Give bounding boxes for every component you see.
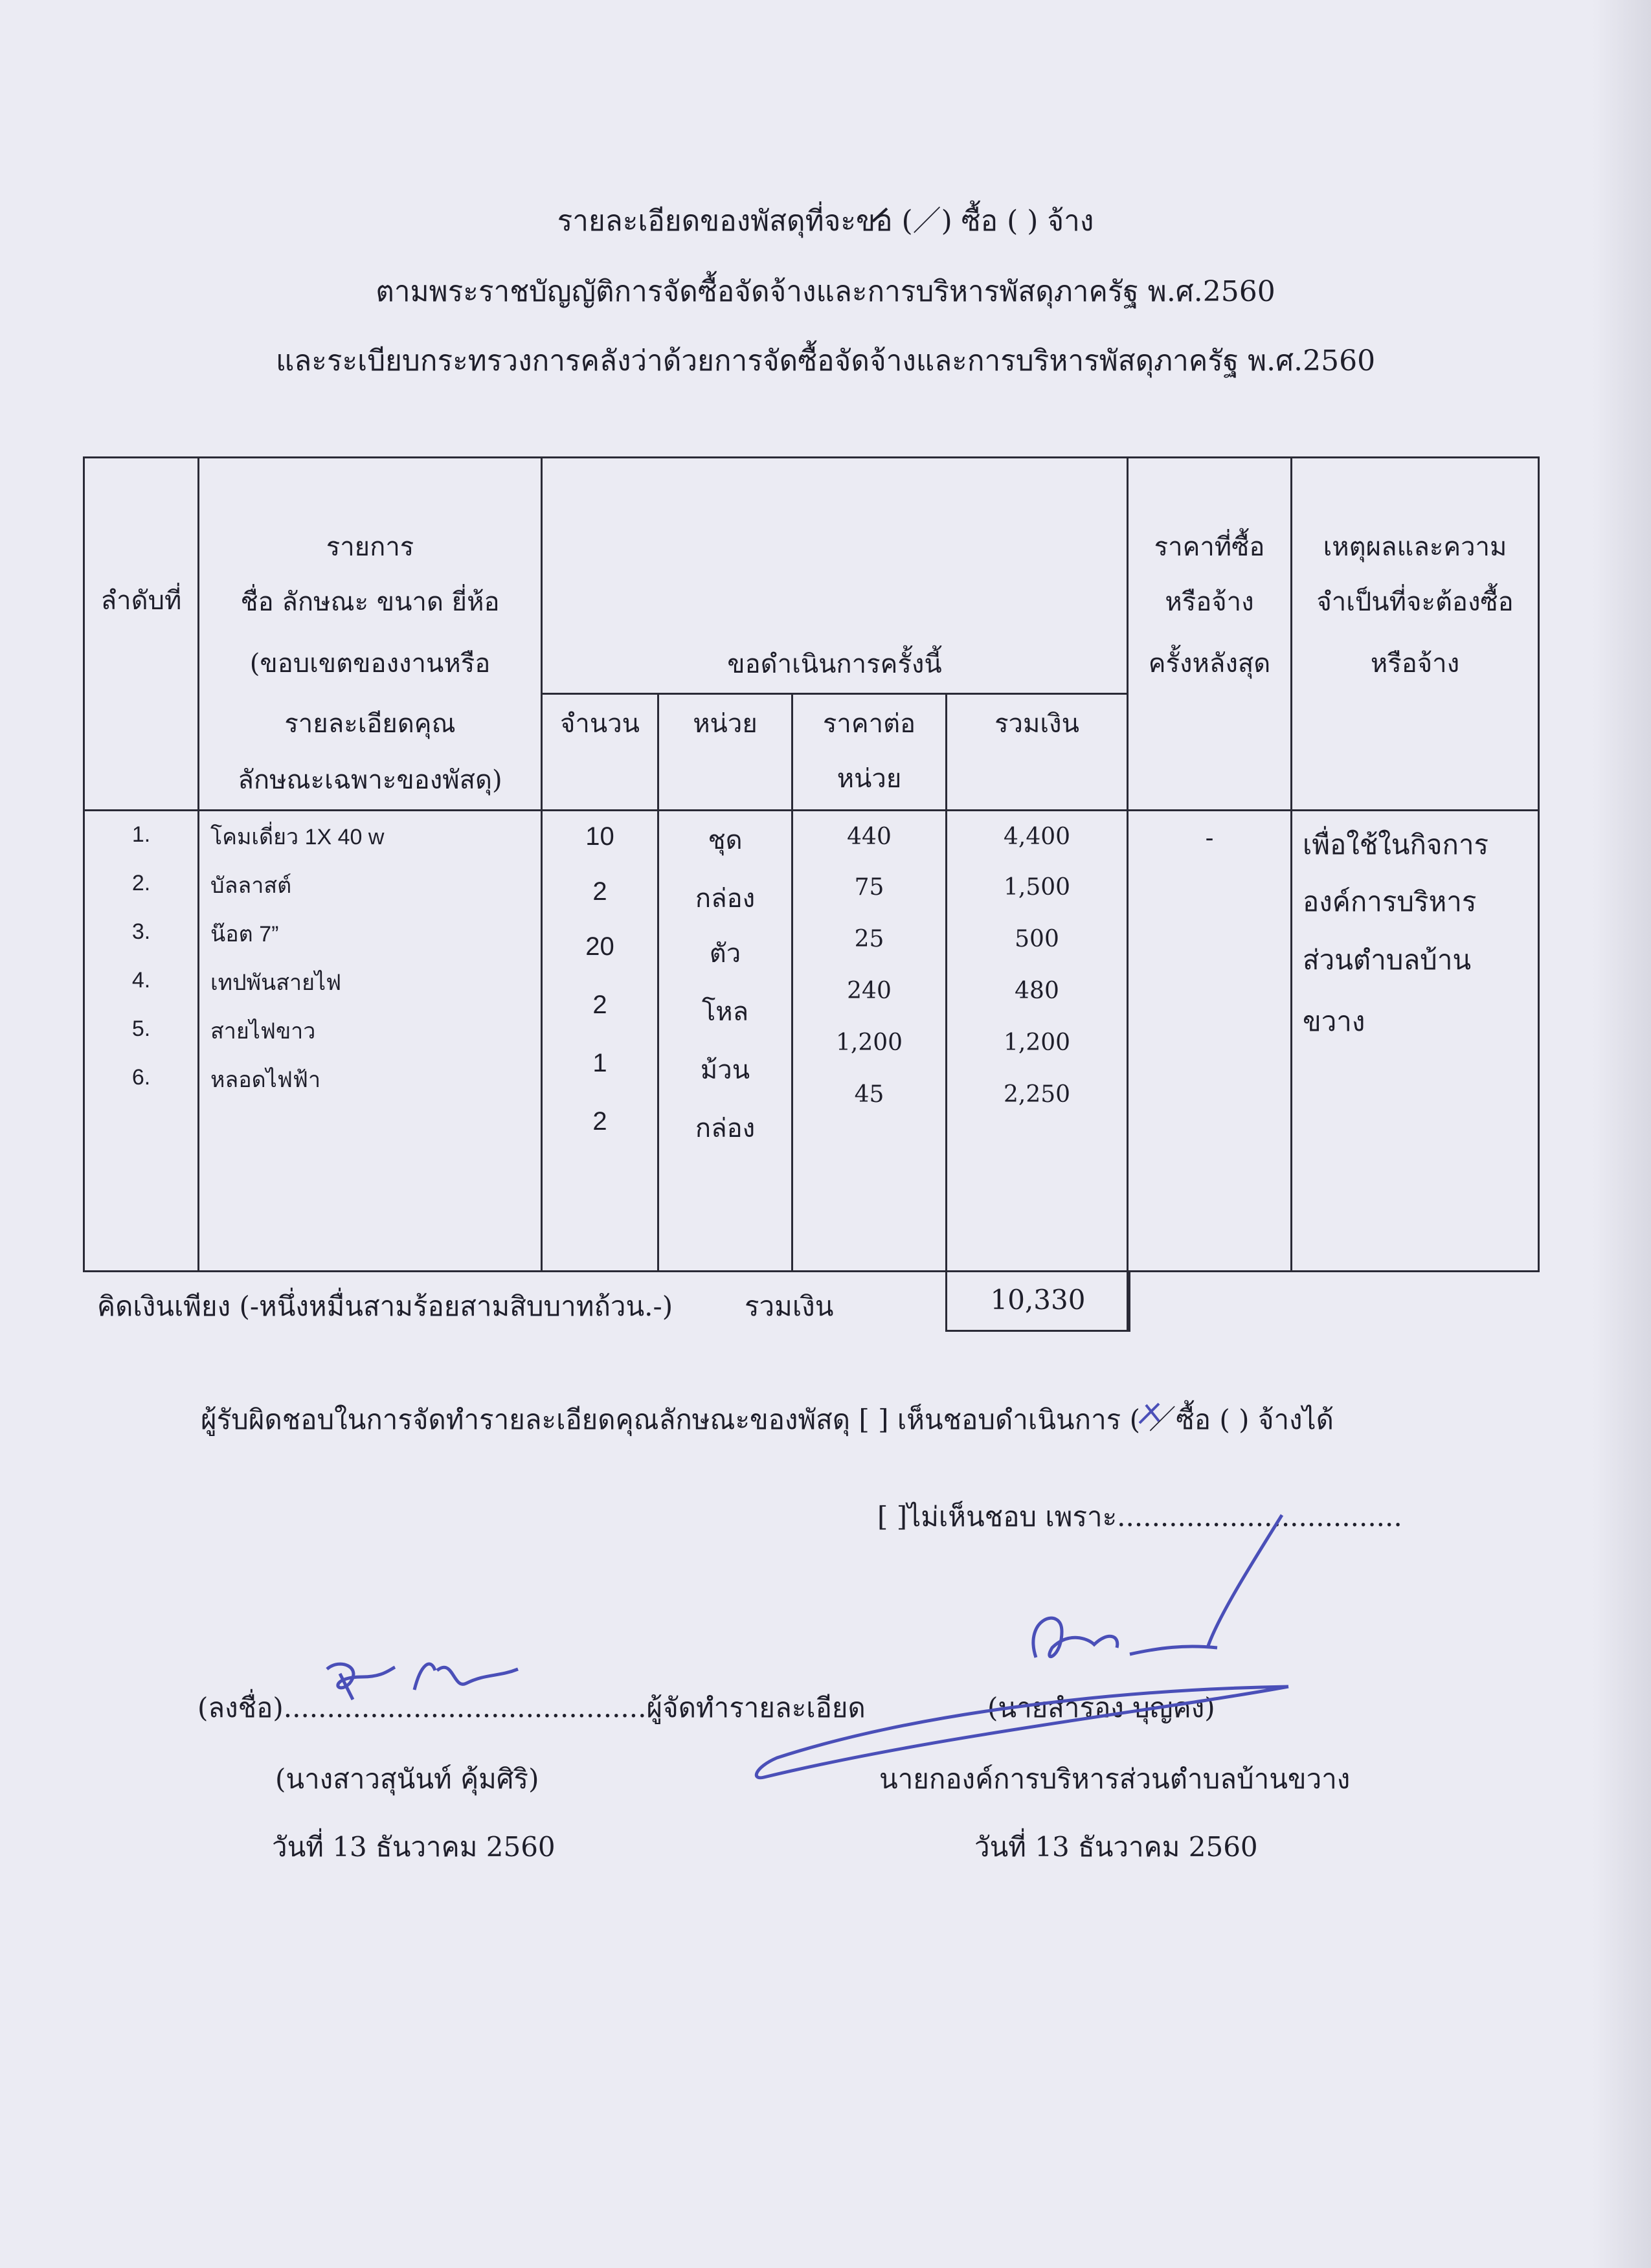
sum-value: 10,330 xyxy=(990,1284,1086,1316)
header-last-price-line: ครั้งหลังสุด xyxy=(1148,649,1271,679)
row-no: 6. xyxy=(131,1065,151,1090)
header-last-price-line: หรือจ้าง xyxy=(1165,587,1254,617)
header-qty: จำนวน xyxy=(559,709,640,739)
row-unit-price: 25 xyxy=(854,926,884,952)
row-total: 480 xyxy=(1015,978,1059,1004)
row-no: 1. xyxy=(131,822,151,847)
right-signer-date: วันที่ 13 ธันวาคม 2560 xyxy=(974,1831,1258,1863)
row-unit: โหล xyxy=(701,998,749,1026)
row-unit: ม้วน xyxy=(700,1056,750,1084)
reason-line: ส่วนตำบลบ้าน xyxy=(1303,944,1472,976)
row-qty: 2 xyxy=(592,991,607,1019)
row-qty: 10 xyxy=(585,822,614,851)
left-signature-line: (ลงชื่อ)..........................................ผู้จัดทำรายละเอียด xyxy=(197,1692,866,1723)
header-item-line: ชื่อ ลักษณะ ขนาด ยี่ห้อ xyxy=(240,587,500,617)
document-subtitle-regulation: และระเบียบกระทรวงการคลังว่าด้วยการจัดซื้อจัดจ้างและการบริหารพัสดุภาครัฐ พ.ศ.2560 xyxy=(275,344,1376,377)
amount-in-words: คิดเงินเพียง (-หนึ่งหมื่นสามร้อยสามสิบบาทถ้วน.-) xyxy=(97,1290,673,1322)
row-item: โคมเดี่ยว 1X 40 w xyxy=(210,825,385,849)
row-unit-price: 240 xyxy=(847,978,892,1004)
header-request-group: ขอดำเนินการครั้งนี้ xyxy=(727,649,942,679)
row-unit-price: 1,200 xyxy=(835,1029,903,1056)
row-item: สายไฟขาว xyxy=(210,1019,316,1044)
row-total: 500 xyxy=(1015,926,1059,952)
document-subtitle-act: ตามพระราชบัญญัติการจัดซื้อจัดจ้างและการบริหารพัสดุภาครัฐ พ.ศ.2560 xyxy=(376,275,1275,308)
header-unit-price-line: ราคาต่อ xyxy=(822,709,916,739)
reason-line: ขวาง xyxy=(1303,1005,1365,1037)
row-unit: กล่อง xyxy=(695,884,756,913)
row-no: 3. xyxy=(131,919,151,944)
header-last-price-line: ราคาที่ซื้อ xyxy=(1154,532,1265,562)
header-reason-line: เหตุผลและความ xyxy=(1323,532,1507,562)
row-unit: ชุด xyxy=(708,826,743,855)
header-unit-price-line: หน่วย xyxy=(837,764,902,794)
row-item: บัลลาสต์ xyxy=(210,873,292,898)
approval-statement: ผู้รับผิดชอบในการจัดทำรายละเอียดคุณลักษณะของพัสดุ [ ] เห็นชอบดำเนินการ ( ／ซื้อ ( ) จ้างได้ xyxy=(201,1404,1334,1435)
row-no: 2. xyxy=(131,871,151,895)
row-unit: ตัว xyxy=(709,939,741,968)
row-total: 1,200 xyxy=(1003,1029,1071,1056)
row-total: 4,400 xyxy=(1003,824,1071,850)
reason-line: เพื่อใช้ในกิจการ xyxy=(1303,829,1489,860)
row-unit-price: 440 xyxy=(847,824,892,850)
row-unit-price: 45 xyxy=(854,1081,884,1108)
right-signer-position: นายกองค์การบริหารส่วนตำบลบ้านขวาง xyxy=(879,1763,1351,1795)
row-unit-price: 75 xyxy=(854,874,884,901)
header-item-line: (ขอบเขตของงานหรือ xyxy=(249,649,491,679)
reason-line: องค์การบริหาร xyxy=(1303,886,1477,917)
left-signer-date: วันที่ 13 ธันวาคม 2560 xyxy=(272,1831,556,1863)
right-signer-name: (นายสำรอง บุญคง) xyxy=(987,1692,1215,1723)
row-qty: 2 xyxy=(592,877,607,906)
header-reason-line: จำเป็นที่จะต้องซื้อ xyxy=(1316,587,1514,617)
header-no: ลำดับที่ xyxy=(100,586,182,616)
row-qty: 1 xyxy=(592,1049,607,1077)
disapproval-statement: [ ]ไม่เห็นชอบ เพราะ................................. xyxy=(877,1501,1402,1533)
row-total: 1,500 xyxy=(1003,874,1071,901)
header-unit: หน่วย xyxy=(693,709,758,739)
row-no: 4. xyxy=(131,968,151,993)
sum-label: รวมเงิน xyxy=(745,1290,834,1322)
row-item: เทปพันสายไฟ xyxy=(210,971,342,995)
row-qty: 20 xyxy=(585,932,614,961)
header-total: รวมเงิน xyxy=(994,709,1079,739)
document-title: รายละเอียดของพัสดุที่จะขอ (／) ซื้อ ( ) จ้าง xyxy=(557,205,1094,238)
right-signature xyxy=(756,1515,1288,1778)
title-check-mark xyxy=(873,208,887,221)
header-reason-line: หรือจ้าง xyxy=(1370,649,1460,679)
row-no: 5. xyxy=(131,1016,151,1041)
approval-check-mark xyxy=(1140,1404,1159,1423)
row-unit: กล่อง xyxy=(695,1114,756,1143)
row-qty: 2 xyxy=(592,1107,607,1136)
row-item: น๊อต 7” xyxy=(210,922,279,947)
header-item-line: รายละเอียดคุณ xyxy=(284,709,456,739)
left-signer-name: (นางสาวสุนันท์ คุ้มศิริ) xyxy=(275,1763,539,1795)
last-price-value: - xyxy=(1205,824,1214,852)
row-total: 2,250 xyxy=(1003,1081,1071,1108)
row-item: หลอดไฟฟ้า xyxy=(210,1068,321,1092)
header-item-line: รายการ xyxy=(326,532,414,562)
left-signature xyxy=(327,1664,518,1700)
header-item-line: ลักษณะเฉพาะของพัสดุ) xyxy=(238,765,502,795)
